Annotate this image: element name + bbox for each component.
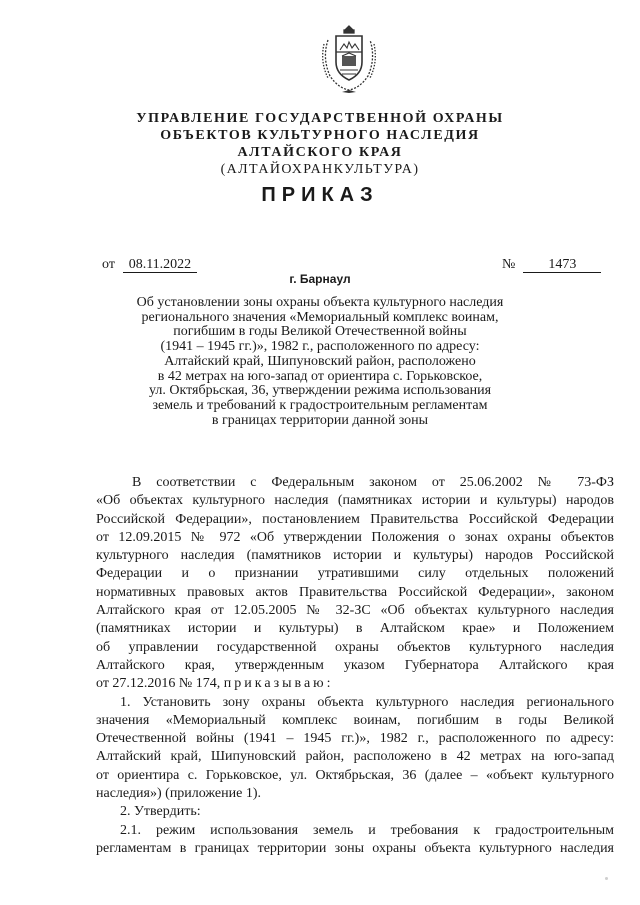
subject-line: регионального значения «Мемориальный комплекс воинам, [141,309,499,325]
organization-name [0,110,640,178]
subject-line: земель и требований к градостроительным регламентам [152,397,488,413]
item-1-line: Отечественной войны (1941 – 1945 гг.)», 1982 г., расположенного по адресу: [96,731,614,747]
city: г. Барнаул [289,272,351,286]
preamble-line: культурного наследия (памятников истории и культуры) народов Российской [96,548,614,564]
subject-line: ул. Октябрьская, 36, утверждении режима использования [148,383,492,399]
scan-artifact [605,877,608,880]
item-1-line: 1. Установить зону охраны объекта культурного наследия регионального [120,694,614,710]
preamble-line: (памятниках истории и культуры) в Алтайском крае» и Положением [96,621,614,637]
org-line-2: ОБЪЕКТОВ КУЛЬТУРНОГО НАСЛЕДИЯ [160,128,480,143]
coat-of-arms-altai-krai [318,20,380,94]
preamble-line: об управлении государственной охраны объектов культурного наследия [96,639,614,655]
item-2: 2. Утвердить: [120,804,201,820]
document-title: ПРИКАЗ [261,184,379,206]
number-prefix: № [502,257,516,272]
order-word: приказываю: [223,676,334,692]
preamble-line: Алтайского края от 12.05.2005 № 32-ЗС «Об объектах культурного наследия [96,603,614,619]
org-abbreviation: (АЛТАЙОХРАНКУЛЬТУРА) [220,162,420,177]
subject-line: в границах территории данной зоны [211,412,429,428]
item-1-line: от ориентира с. Горьковское, ул. Октябрьская, 36 (далее – «объект культурного [96,767,614,783]
subject-line: Алтайский край, Шипуновский район, расположено [164,353,476,369]
date-prefix: от [102,257,115,272]
order-number [502,257,601,273]
subject-line: Об установлении зоны охраны объекта культурного наследия [136,295,504,310]
org-line-1: УПРАВЛЕНИЕ ГОСУДАРСТВЕННОЙ ОХРАНЫ [136,111,504,126]
order-subject [110,296,530,428]
org-line-3: АЛТАЙСКОГО КРАЯ [237,145,403,160]
item-1-line: Алтайский край, Шипуновский район, расположено в 42 метрах на юго-запад [96,749,614,765]
preamble-line: Алтайского края, утвержденным указом Губернатора Алтайского края [96,657,614,673]
item-2-1-line: 2.1. режим использования земель и требования к градостроительным [120,822,614,838]
item-2-1-line: регламентам в границах территории зоны охраны объекта культурного наследия [96,840,614,856]
preamble-line: нормативных правовых актов Правительства Российской Федерации», законом [96,584,614,600]
subject-line: (1941 – 1945 гг.)», 1982 г., расположенного по адресу: [160,339,480,355]
number-value: 1473 [523,258,601,273]
preamble-line: Федерации и о признании утратившими силу отдельных положений [96,566,614,582]
subject-line: погибшим в годы Великой Отечественной войны [173,324,467,340]
item-1-line: значения «Мемориальный комплекс воинам, погибшим в годы Великой [96,712,614,728]
date-value: 08.11.2022 [123,258,197,273]
order-line-prefix: от 27.12.2016 № 174, [96,676,221,692]
item-1-line: наследия») (приложение 1). [96,786,261,802]
subject-line: в 42 метрах на юго-запад от ориентира с. Горьковское, [157,368,483,384]
order-line [96,675,614,693]
preamble-line: В соответствии с Федеральным законом от 25.06.2002 № 73-ФЗ [132,475,614,490]
preamble-line: «Об объектах культурного наследия (памятниках истории и культуры) народов [96,493,614,509]
order-body [96,474,614,858]
preamble-line: от 12.09.2015 № 972 «Об утверждении Положения о зонах охраны объектов [96,529,614,545]
order-date [102,257,197,273]
preamble-line: Российской Федерации», постановлением Правительства Российской Федерации [96,511,614,527]
